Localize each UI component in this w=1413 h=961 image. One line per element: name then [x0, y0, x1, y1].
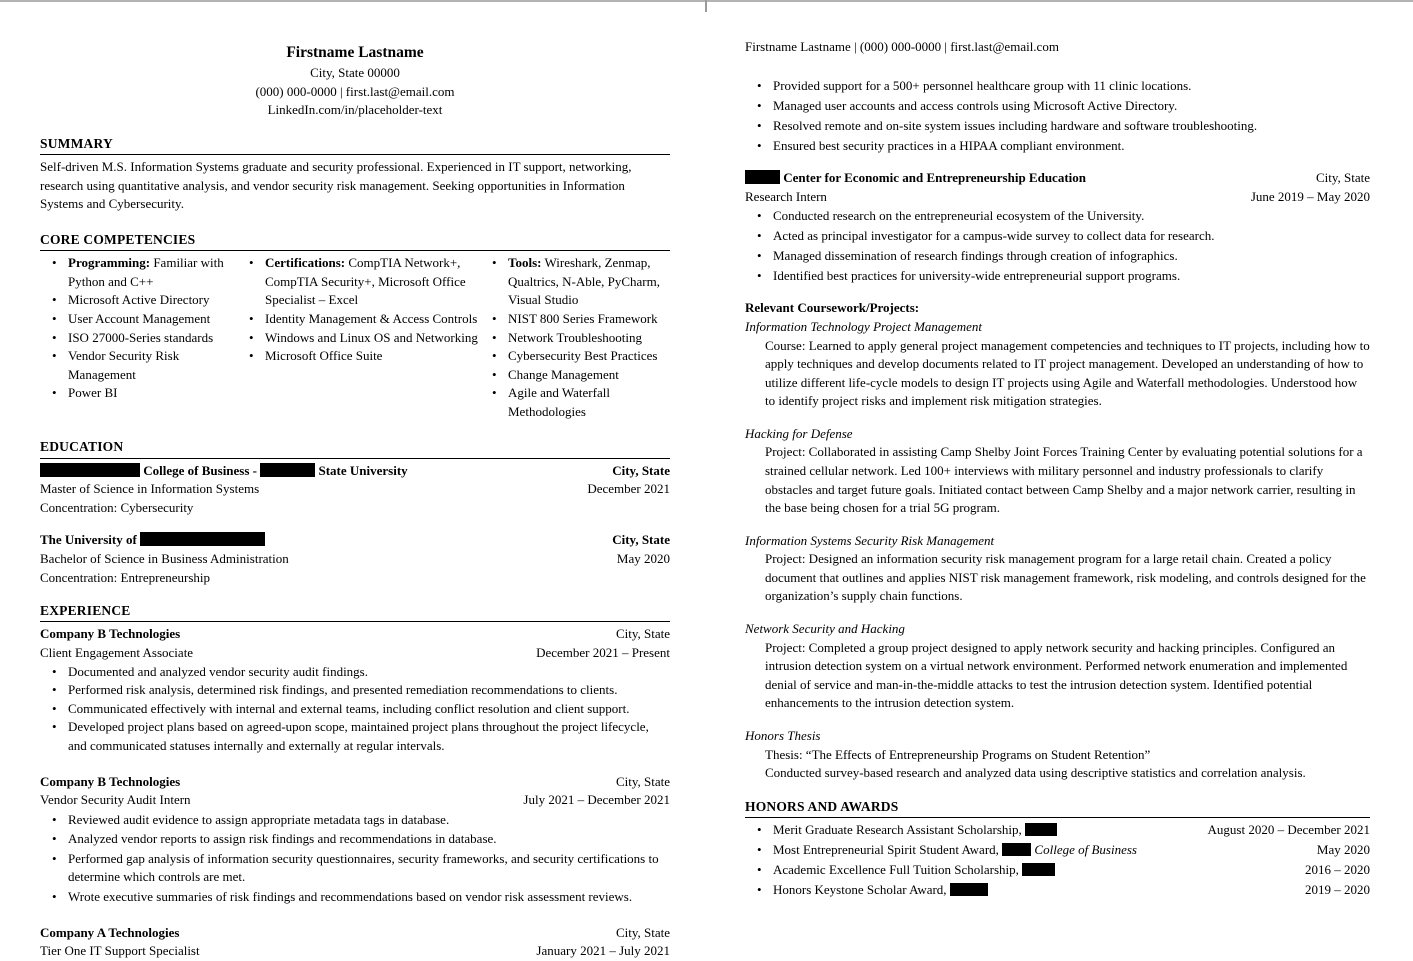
honor-item: • Most Entrepreneurial Spirit Student Award, College of Business May 2020: [745, 841, 1370, 860]
honors-title: HONORS AND AWARDS: [745, 797, 1370, 818]
honor-date: 2019 – 2020: [1305, 882, 1370, 898]
course-name: Information Technology Project Management: [745, 318, 982, 334]
job-title: Vendor Security Audit Intern: [40, 792, 191, 808]
core-competencies-section: [40, 230, 670, 422]
education-entry: [40, 531, 670, 587]
job-bullet: • Resolved remote and on-site system issues including hardware and software troubleshooting.: [745, 117, 1370, 136]
candidate-name: Firstname Lastname: [286, 44, 424, 61]
competency-item: • Programming: Familiar with Python and C++: [40, 254, 237, 291]
education-entry: [40, 462, 670, 518]
competency-item: • Change Management: [480, 366, 670, 385]
contact-line: (000) 000-0000 | first.last@email.com: [255, 83, 455, 99]
competency-item: • Agile and Waterfall Methodologies: [480, 384, 670, 421]
competency-item: • Windows and Linux OS and Networking: [237, 329, 480, 348]
course-description: Project: Completed a group project designed to apply network security and hacking principles. Configured an intrusion detection system on a virtual network environment. Performed network enumeration and implemented denial of service and man-in-the-middle attacks to test the intrusion detection system. Identified potential enhancements to the intrusion detection system.: [765, 639, 1348, 711]
job-title: Tier One IT Support Specialist: [40, 943, 200, 959]
job-location: City, State: [615, 773, 670, 789]
job-dates: January 2021 – July 2021: [536, 943, 670, 959]
coursework-section: [745, 299, 1370, 782]
job-bullet: • Reviewed audit evidence to assign appropriate metadata tags in database.: [40, 811, 670, 830]
organization-name: Center for Economic and Entrepreneurship Education: [745, 169, 1086, 188]
competency-item: • Microsoft Active Directory: [40, 291, 237, 310]
redaction-box: [950, 883, 988, 896]
concentration-line: Concentration: Entrepreneurship: [40, 569, 211, 585]
honor-item: • Academic Excellence Full Tuition Scholarship, 2016 – 2020: [745, 861, 1370, 880]
job-dates: July 2021 – December 2021: [523, 792, 670, 808]
honor-item: • Merit Graduate Research Assistant Scholarship, August 2020 – December 2021: [745, 821, 1370, 840]
course-description: Project: Designed an information security risk management program for a large retail chain. Created a policy document that outlines and applies NIST risk management framework, risk modeling, and controls designed for the organization’s supply chain functions.: [765, 551, 1366, 604]
summary-title: SUMMARY: [40, 134, 670, 155]
company-name: Company A Technologies: [40, 924, 180, 940]
coursework-title: Relevant Coursework/Projects:: [745, 300, 920, 316]
education-location: City, State: [612, 532, 670, 548]
job-bullet: • Developed project plans based on agreed-upon scope, maintained project plans throughout the project lifecycle, and communicated statuses internally and externally at regular intervals.: [40, 718, 670, 755]
competency-item: • User Account Management: [40, 310, 237, 329]
resume-page-1: [0, 0, 706, 959]
job-entry: [40, 773, 670, 907]
redaction-box: [1002, 843, 1031, 856]
competency-item: • ISO 27000-Series standards: [40, 329, 237, 348]
job-bullet: • Conducted research on the entrepreneurial ecosystem of the University.: [745, 207, 1370, 226]
course-name: Information Systems Security Risk Management: [745, 532, 995, 548]
company-name: Company B Technologies: [40, 773, 181, 789]
job-title: Client Engagement Associate: [40, 645, 194, 661]
course-item: [745, 318, 1370, 411]
course-item: [745, 425, 1370, 518]
competency-item: • Power BI: [40, 384, 237, 403]
competency-item: • Certifications: CompTIA Network+, CompTIA Security+, Microsoft Office Specialist – Excel: [237, 254, 480, 310]
address-line: City, State 00000: [310, 65, 400, 81]
core-competencies-title: CORE COMPETENCIES: [40, 230, 670, 251]
redaction-box: [745, 170, 780, 184]
job-location: City, State: [615, 924, 670, 940]
honor-item: • Honors Keystone Scholar Award, 2019 – 2020: [745, 881, 1370, 900]
job-dates: December 2021 – Present: [536, 645, 670, 661]
honor-date: 2016 – 2020: [1305, 862, 1370, 878]
honor-date: May 2020: [1316, 842, 1370, 858]
thesis-line: Thesis: “The Effects of Entrepreneurship Programs on Student Retention”: [765, 746, 1151, 762]
competency-item: • Identity Management & Access Controls: [237, 310, 480, 329]
resume-page-2: [706, 0, 1413, 913]
institution-line: College of Business - State University: [40, 462, 408, 481]
job-bullet: • Identified best practices for university-wide entrepreneurial support programs.: [745, 267, 1370, 286]
redaction-box: [1025, 823, 1057, 836]
course-item: [745, 620, 1370, 713]
competency-column-2: [237, 254, 480, 421]
course-name: Network Security and Hacking: [745, 621, 905, 637]
competency-item: • Network Troubleshooting: [480, 329, 670, 348]
redaction-box: [260, 463, 315, 477]
education-date: December 2021: [587, 481, 670, 497]
redaction-box: [140, 532, 265, 546]
honors-thesis-item: [745, 727, 1370, 783]
degree-line: Bachelor of Science in Business Administration: [40, 551, 289, 567]
job-location: City, State: [1315, 170, 1370, 186]
job-title: Research Intern: [745, 188, 827, 204]
competency-item: • Microsoft Office Suite: [237, 347, 480, 366]
job-location: City, State: [615, 626, 670, 642]
job-entry: [40, 625, 670, 755]
company-name: Company B Technologies: [40, 626, 181, 642]
competency-item: • Tools: Wireshark, Zenmap, Qualtrics, N-Able, PyCharm, Visual Studio: [480, 254, 670, 310]
education-date: May 2020: [616, 551, 670, 567]
education-title: EDUCATION: [40, 437, 670, 458]
page1-header: [40, 42, 670, 120]
experience-section: [40, 601, 670, 961]
job-bullet: • Acted as principal investigator for a campus-wide survey to collect data for research.: [745, 227, 1370, 246]
job-bullet: • Communicated effectively with internal and external teams, including conflict resolution and client support.: [40, 700, 670, 719]
competency-column-1: [40, 254, 237, 421]
competency-columns: [40, 254, 670, 421]
job-entry: [40, 924, 670, 961]
job-entry: [745, 169, 1370, 285]
honors-section: [745, 797, 1370, 900]
job-bullet: • Performed risk analysis, determined risk findings, and presented remediation recommendations to clients.: [40, 681, 670, 700]
job-bullet: • Managed user accounts and access controls using Microsoft Active Directory.: [745, 97, 1370, 116]
job-bullet: • Performed gap analysis of information security questionnaires, security frameworks, and security certifications to determine which controls are met.: [40, 850, 670, 887]
degree-line: Master of Science in Information Systems: [40, 481, 260, 497]
job-bullet: • Documented and analyzed vendor security audit findings.: [40, 663, 670, 682]
job-bullet: • Wrote executive summaries of risk findings and recommendations based on vendor risk assessment reviews.: [40, 888, 670, 907]
competency-column-3: [480, 254, 670, 421]
education-location: City, State: [612, 462, 670, 478]
page2-header: Firstname Lastname | (000) 000-0000 | first.last@email.com: [745, 39, 1059, 54]
competency-item: • Cybersecurity Best Practices: [480, 347, 670, 366]
course-name: Honors Thesis: [745, 727, 821, 743]
competency-item: • Vendor Security Risk Management: [40, 347, 237, 384]
course-name: Hacking for Defense: [745, 425, 853, 441]
honor-date: August 2020 – December 2021: [1207, 821, 1370, 837]
summary-text: Self-driven M.S. Information Systems graduate and security professional. Experienced in IT support, networking, research using quantitative analysis, and vendor security risk management. Seeking opportunities in Information Systems and Cybersecurity.: [40, 159, 632, 212]
thesis-line: Conducted survey-based research and analyzed data using descriptive statistics and correlation analysis.: [765, 765, 1306, 781]
linkedin-line: LinkedIn.com/in/placeholder-text: [267, 102, 443, 118]
institution-line: The University of: [40, 531, 265, 550]
job-continued-bullets: [745, 77, 1370, 156]
summary-section: [40, 134, 670, 214]
redaction-box: [1022, 863, 1055, 876]
job-bullet: • Managed dissemination of research findings through creation of infographics.: [745, 247, 1370, 266]
concentration-line: Concentration: Cybersecurity: [40, 499, 194, 515]
job-bullet: • Ensured best security practices in a HIPAA compliant environment.: [745, 137, 1370, 156]
job-bullet: • Provided support for a 500+ personnel healthcare group with 11 clinic locations.: [745, 77, 1370, 96]
course-description: Course: Learned to apply general project management competencies and techniques to IT projects, including how to apply techniques and develop documents related to IT project management. Developed an understanding of how to utilize different life-cycle models to design IT projects using Agile and Waterfall methodologies. Understood how to identify project risks and implement risk mitigation strategies.: [765, 337, 1370, 409]
job-bullet: • Analyzed vendor reports to assign risk findings and recommendations in database.: [40, 830, 670, 849]
experience-title: EXPERIENCE: [40, 601, 670, 622]
course-item: [745, 532, 1370, 606]
job-dates: June 2019 – May 2020: [1250, 188, 1370, 204]
competency-item: • NIST 800 Series Framework: [480, 310, 670, 329]
education-section: [40, 437, 670, 587]
redaction-box: [40, 463, 140, 477]
course-description: Project: Collaborated in assisting Camp Shelby Joint Forces Training Center by evaluating potential solutions for a strained cellular network. Led 100+ interviews with military personnel and industry professionals to clarify obstacles and target future goals. Initiated contact between Camp Shelby and a major network carrier, resulting in the base being chosen for a trial 5G program.: [765, 444, 1363, 516]
